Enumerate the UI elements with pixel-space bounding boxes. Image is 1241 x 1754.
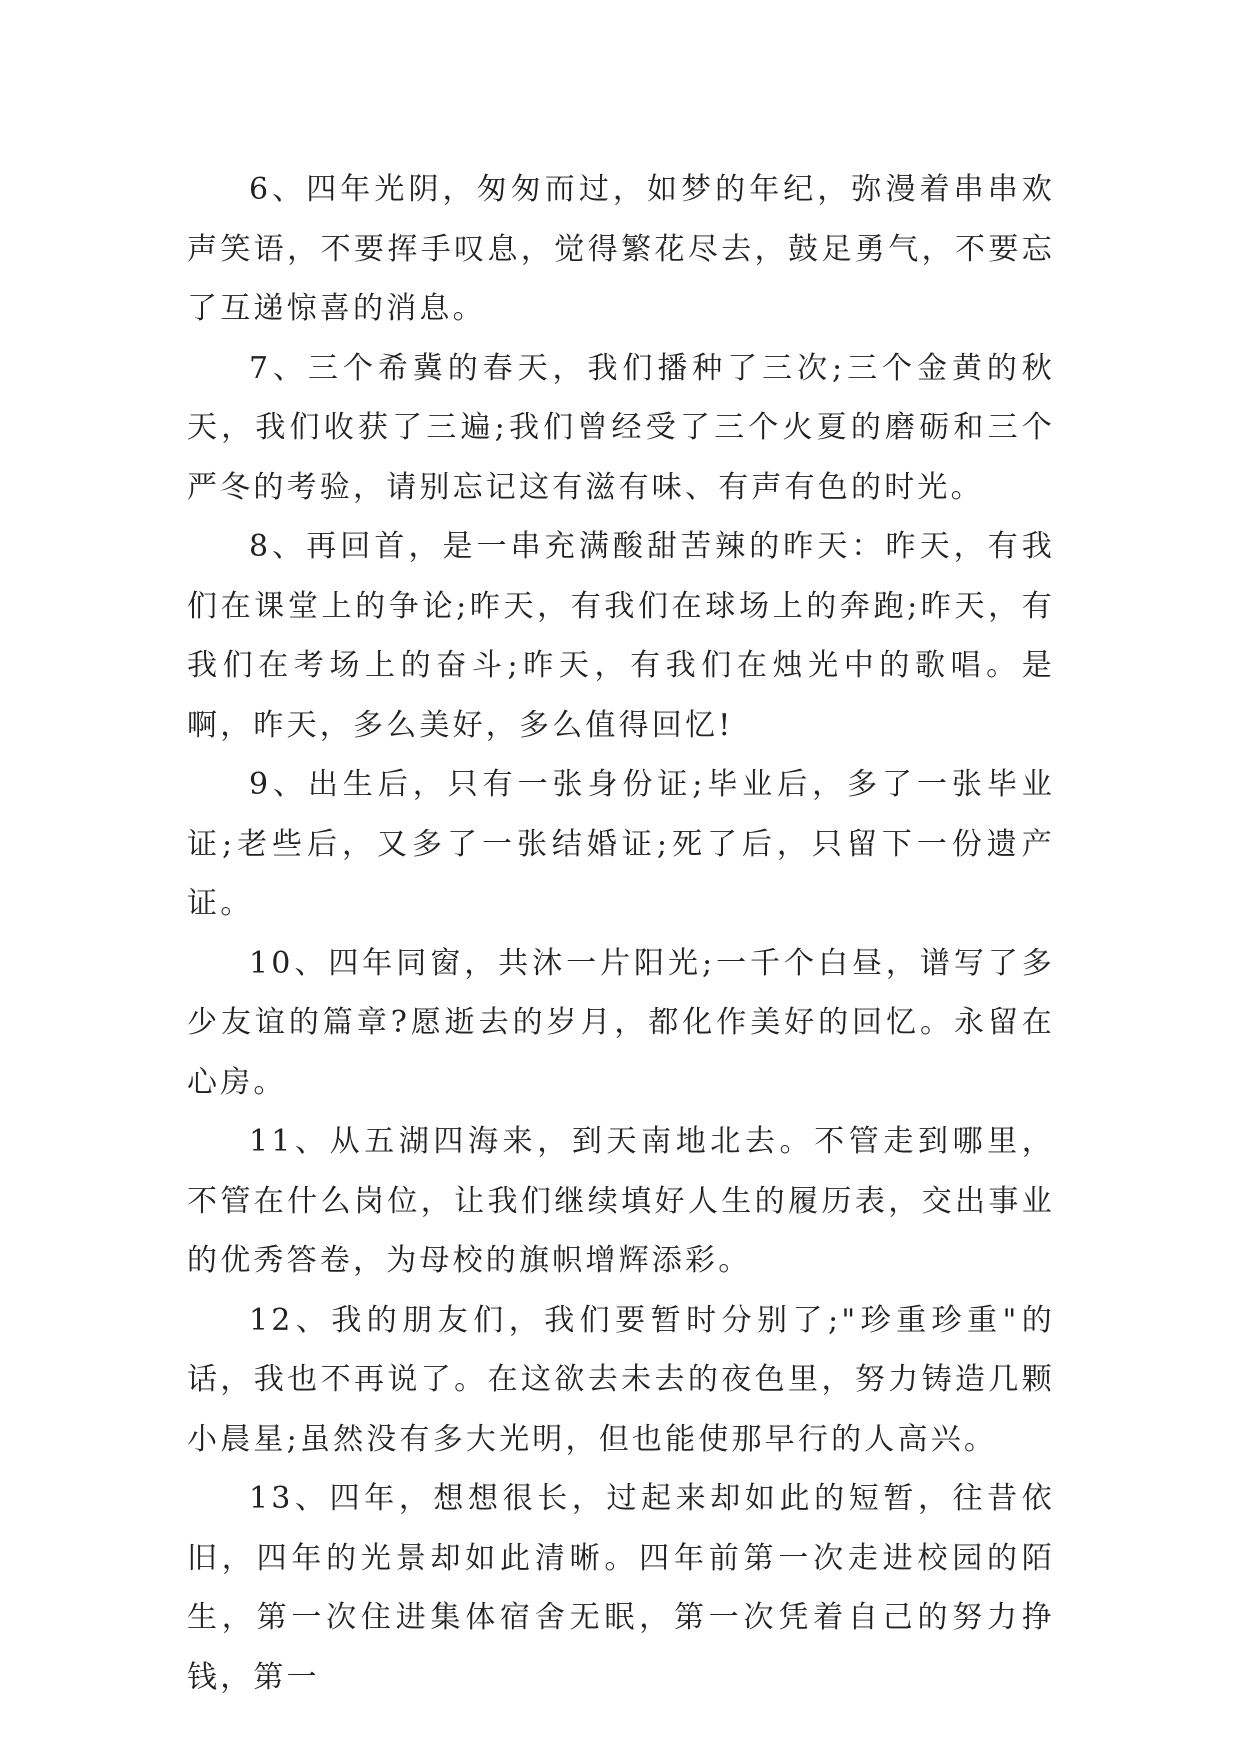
- paragraph-9: 9、出生后，只有一张身份证;毕业后，多了一张毕业证;老些后，又多了一张结婚证;死了后，只留下一份遗产证。: [187, 767, 1055, 921]
- document-page: [187, 160, 1055, 1707]
- paragraph-12: 12、我的朋友们，我们要暂时分别了;"珍重珍重"的话，我也不再说了。在这欲去未去的夜色里，努力铸造几颗小晨星;虽然没有多大光明，但也能使那早行的人高兴。: [187, 1302, 1055, 1457]
- paragraph-7: 7、三个希冀的春天，我们播种了三次;三个金黄的秋天，我们收获了三遍;我们曾经受了三个火夏的磨砺和三个严冬的考验，请别忘记这有滋有味、有声有色的时光。: [187, 350, 1055, 505]
- paragraph-11: 11、从五湖四海来，到天南地北去。不管走到哪里，不管在什么岗位，让我们继续填好人生的履历表，交出事业的优秀答卷，为母校的旗帜增辉添彩。: [187, 1124, 1055, 1278]
- paragraph-10: 10、四年同窗，共沐一片阳光;一千个白昼，谱写了多少友谊的篇章?愿逝去的岁月，都化作美好的回忆。永留在心房。: [187, 945, 1055, 1100]
- paragraph-8: 8、再回首，是一串充满酸甜苦辣的昨天：昨天，有我们在课堂上的争论;昨天，有我们在球场上的奔跑;昨天，有我们在考场上的奋斗;昨天，有我们在烛光中的歌唱。是啊，昨天，多么美好，多么值得回忆!: [187, 529, 1055, 743]
- paragraph-6: 6、四年光阴，匆匆而过，如梦的年纪，弥漫着串串欢声笑语，不要挥手叹息，觉得繁花尽去，鼓足勇气，不要忘了互递惊喜的消息。: [187, 172, 1055, 326]
- paragraph-13: 13、四年，想想很长，过起来却如此的短暂，往昔依旧，四年的光景却如此清晰。四年前第一次走进校园的陌生，第一次住进集体宿舍无眠，第一次凭着自己的努力挣钱，第一: [187, 1481, 1055, 1695]
